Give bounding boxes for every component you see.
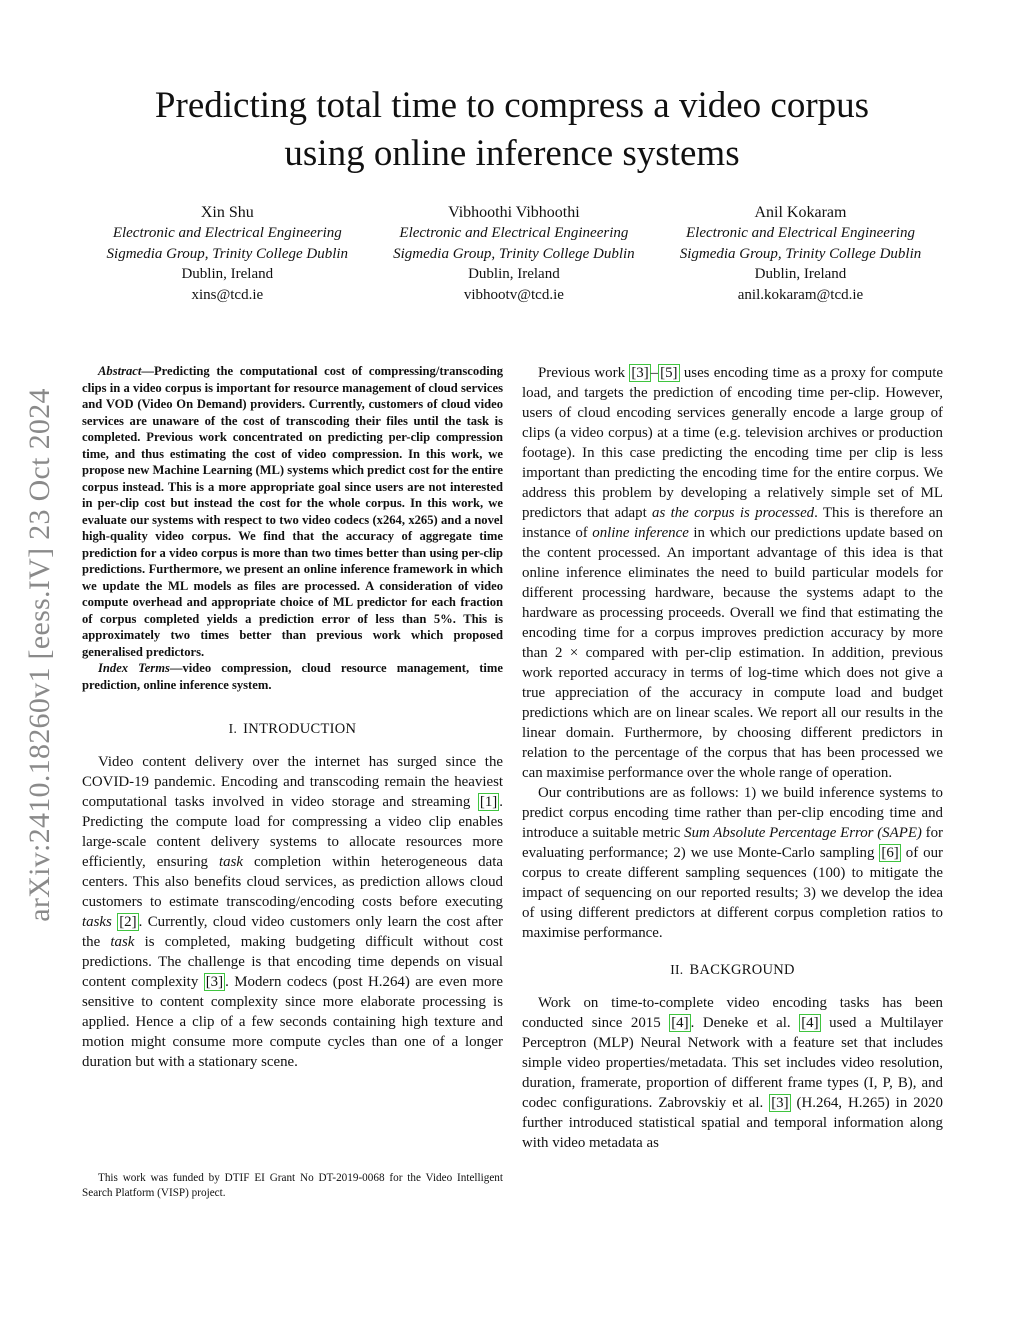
index-terms-text: —video compression, cloud resource management, time prediction, online inference system. [82, 661, 503, 692]
citation-link[interactable]: [4] [801, 1015, 819, 1031]
emphasis: task [110, 934, 135, 950]
text-run: . Currently, cloud video customers only learn the cost after the [82, 914, 503, 950]
author-department: Electronic and Electrical Engineering [686, 225, 915, 241]
author-name: Xin Shu [200, 204, 254, 221]
citation-link[interactable]: [4] [671, 1015, 689, 1031]
section-initial: I [243, 721, 249, 737]
section-number: II. [670, 962, 684, 977]
author-group: Sigmedia Group, Trinity College Dublin [679, 245, 922, 262]
author-1 [84, 202, 371, 305]
text-run: in which our predictions update based on the content processed. An important advantage of this idea is that online inference eliminates the need to build particular models for different processing hardware, because the systems adapt to the hardware as processing proceeds. Overall we find that estimating the encoding time for a corpus improves prediction accuracy by more than 2 × compared with per-clip estimation. In addition, previous work reported accuracy in terms of log-time which does not give a true appreciation of the accuracy in compute load and budget predictions which are on linear scales. We report all our results in the linear domain. Furthermore, by choosing different predictors in relation to the percentage of the corpus that has been processed we can maximise performance over the whole range of operation. [522, 525, 943, 781]
emphasis: online inference [592, 525, 689, 541]
section-heading-introduction [82, 719, 503, 739]
citation-link[interactable]: [3] [771, 1095, 789, 1111]
abstract-label: Abstract [98, 364, 142, 378]
text-run: of our corpus to create different sampling sequences (100) to mitigate the impact of sequencing on our reported results; 3) we develop the idea of using different predictors at different corpus completion ratios to maximise performance. [522, 845, 944, 941]
text-run: is completed, making budgeting difficult without cost predictions. The challenge is that encoding time depends on visual content complexity [82, 934, 504, 990]
author-email[interactable]: vibhootv@tcd.ie [463, 286, 564, 303]
text-run: (H.264, H.265) in 2020 further introduced statistical spatial and temporal information along with video metadata as [522, 1095, 943, 1151]
author-email[interactable]: anil.kokaram@tcd.ie [737, 286, 864, 303]
text-run: . Predicting the compute load for compressing a video clip enables large-scale content delivery systems to allocate resources more efficiently, ensuring [82, 794, 503, 870]
paper-title [60, 82, 964, 178]
citation-link[interactable]: [2] [119, 914, 137, 930]
text-run: Our contributions are as follows: 1) we build inference systems to predict corpus encoding time rather than per-clip encoding time and introduce a suitable metric [522, 785, 943, 841]
emphasis: task [219, 854, 244, 870]
right-paragraph-2 [522, 783, 943, 943]
section-title-rest: ACKGROUND [699, 962, 795, 978]
section-number: I. [228, 721, 238, 736]
arxiv-identifier-text: arXiv:2410.18260v1 [eess.IV] 23 Oct 2024 [23, 388, 56, 922]
left-column [82, 363, 503, 1072]
right-paragraph-1 [522, 363, 943, 783]
author-3 [657, 202, 944, 305]
footnote [82, 1171, 503, 1201]
emphasis: tasks [82, 914, 112, 930]
section-initial: B [689, 962, 700, 978]
text-run: Previous work [538, 365, 630, 381]
background-paragraph [522, 993, 943, 1153]
abstract-text: —Predicting the computational cost of compressing/transcoding clips in a video corpus is important for resource management of cloud services and VOD (Video On Demand) providers. Currently, customers of cloud video services are unaware of the cost of transcoding their files until the task is completed. Previous work concentrated on predicting per-clip compression time, and thus estimating the cost of video compression. In this work, we propose new Machine Learning (ML) systems which predict cost for the entire corpus instead. This is a more appropriate goal since users are not interested in per-clip cost but instead the cost for the whole corpus. In this work, we evaluate our systems with respect to two video codecs (x264, x265) and a novel high-quality video corpus. We find that the accuracy of aggregate time prediction for a video corpus is more than two times better than using per-clip predictions. Furthermore, we present an online inference framework in which we update the ML models as files are processed. A consideration of video compute overhead and appropriate choice of ML predictor for each fraction of corpus completed yields a prediction error of less than 5%. This is approximately two times better than previous work which proposed generalised predictors. [82, 364, 503, 659]
citation-link[interactable]: [1] [479, 794, 498, 810]
author-department: Electronic and Electrical Engineering [399, 225, 629, 241]
author-group: Sigmedia Group, Trinity College Dublin [106, 245, 349, 262]
emphasis: Sum Absolute Percentage Error (SAPE) [684, 825, 922, 841]
intro-paragraph [82, 752, 503, 1072]
text-run: Video content delivery over the internet has surged since the COVID-19 pandemic. Encoding and transcoding remain the heaviest computational tasks involved in video storage and streaming [82, 754, 503, 810]
citation-link[interactable]: [5] [660, 365, 678, 381]
text-run: . Deneke et al. [690, 1015, 800, 1031]
author-2 [371, 202, 658, 305]
index-terms-label: Index Terms [98, 661, 170, 675]
right-column [522, 363, 943, 1153]
text-run: used a Multilayer Perceptron (MLP) Neural Network with a feature set that includes simple video properties/metadata. This set includes video resolution, duration, framerate, proportion of different frame types (I, P, B), and codec configurations. Zabrovskiy et al. [522, 1015, 943, 1111]
index-terms [82, 660, 503, 693]
author-email[interactable]: xins@tcd.ie [191, 286, 264, 303]
citation-link[interactable]: [6] [881, 845, 899, 861]
text-run: completion within heterogeneous data centers. This also benefits cloud services, as prediction allows cloud customers to estimate transcoding/encoding costs before executing [82, 854, 503, 910]
title-line-2: using online inference systems [284, 133, 740, 174]
section-title-rest: NTRODUCTION [248, 721, 357, 737]
arxiv-identifier [10, 345, 70, 965]
emphasis: as the corpus is processed [652, 505, 815, 521]
text-run: uses encoding time as a proxy for compute load, and targets the prediction of encoding time per-clip. However, users of cloud encoding services generally encode a large group of clips (a video corpus) at a time (e.g. television archives or production footage). In this case predicting the encoding time per clip is less important than predicting the encoding time for the entire corpus. We address this problem by developing a relatively simple set of ML predictors that adapt [522, 365, 943, 521]
text-run: . This is therefore an instance of [522, 505, 943, 541]
author-location: Dublin, Ireland [468, 266, 560, 283]
title-line-1: Predicting total time to compress a video corpus [154, 85, 870, 126]
abstract [82, 363, 503, 660]
author-name: Vibhoothi Vibhoothi [448, 204, 580, 221]
footnote-text: This work was funded by DTIF EI Grant No DT-2019-0068 for the Video Intelligent Search Platform (VISP) project. [82, 1172, 503, 1199]
text-run: – [650, 365, 659, 381]
author-block [84, 202, 944, 305]
author-name: Anil Kokaram [754, 204, 847, 221]
text-run: . Modern codecs (post H.264) are even more sensitive to content complexity since more elaborate processing is applied. Hence a clip of a few seconds containing high texture and motion might consume more compute cycles than one of a longer duration but with a stationary scene. [82, 974, 503, 1070]
citation-link[interactable]: [3] [205, 974, 224, 990]
author-department: Electronic and Electrical Engineering [112, 225, 342, 241]
citation-link[interactable]: [3] [631, 365, 649, 381]
author-location: Dublin, Ireland [181, 266, 274, 283]
author-group: Sigmedia Group, Trinity College Dublin [393, 245, 635, 262]
text-run: for evaluating performance; 2) we use Monte-Carlo sampling [522, 825, 943, 861]
text-run: Work on time-to-complete video encoding tasks has been conducted since 2015 [522, 995, 943, 1031]
section-heading-background [522, 960, 943, 980]
author-location: Dublin, Ireland [754, 266, 847, 283]
